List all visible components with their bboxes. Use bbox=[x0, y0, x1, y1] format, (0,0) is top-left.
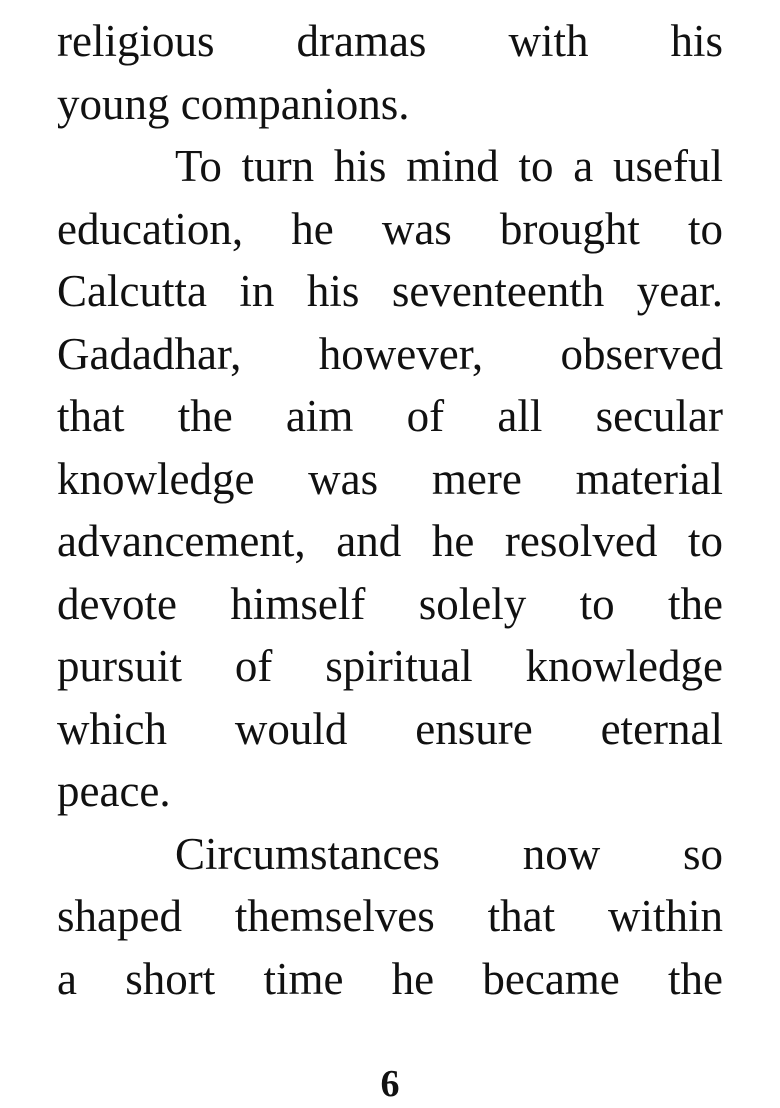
page-body bbox=[57, 10, 723, 1010]
text-line: peace. bbox=[57, 766, 171, 816]
text-line: pursuit of spiritual knowledge bbox=[57, 641, 723, 691]
text-line: a short time he became the bbox=[57, 953, 723, 1004]
text-line: knowledge was mere material bbox=[57, 453, 723, 504]
text-line: Circumstances now so bbox=[175, 828, 723, 879]
text-line: which would ensure eternal bbox=[57, 703, 723, 754]
page-number: 6 bbox=[380, 1063, 400, 1105]
text-line: shaped themselves that within bbox=[57, 891, 723, 941]
text-line: To turn his mind to a useful bbox=[175, 141, 723, 191]
text-line: that the aim of all secular bbox=[57, 391, 723, 441]
text-line: Gadadhar, however, observed bbox=[57, 328, 723, 379]
text-line: religious dramas with his bbox=[57, 16, 723, 66]
text-line: Calcutta in his seventeenth year. bbox=[57, 266, 723, 316]
text-line: young companions. bbox=[57, 78, 410, 129]
text-line: advancement, and he resolved to bbox=[57, 516, 723, 566]
text-line: devote himself solely to the bbox=[57, 578, 723, 629]
text-line: education, he was brought to bbox=[57, 203, 723, 254]
